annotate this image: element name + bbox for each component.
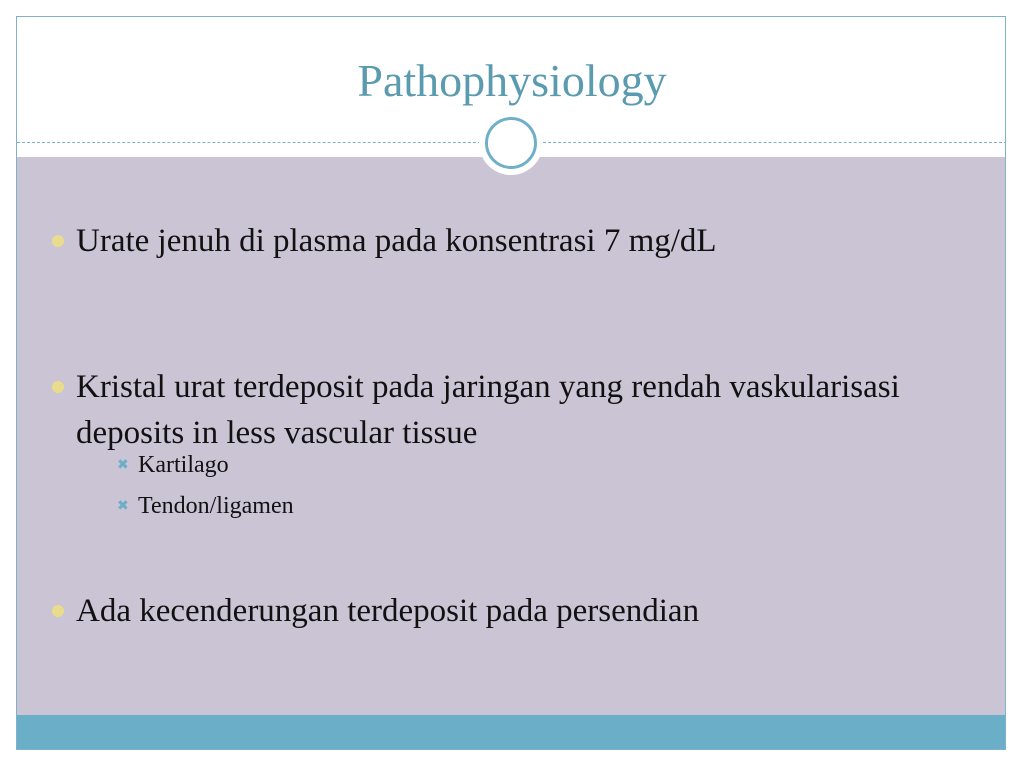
cross-mark-icon: ✖ [117, 457, 129, 473]
ring-icon [485, 117, 537, 169]
bullet-item [76, 218, 956, 264]
bullet-text: Kristal urat terdeposit pada jaringan yang rendah vaskularisasi deposits in less vascular tissue [76, 369, 900, 451]
sub-bullet-item [117, 491, 294, 521]
bullet-dot-icon [52, 605, 64, 617]
cross-mark-icon: ✖ [117, 498, 129, 514]
sub-bullet-item [117, 450, 229, 480]
footer-bar [17, 715, 1006, 750]
bullet-dot-icon [52, 381, 64, 393]
bullet-item [76, 588, 956, 634]
bullet-dot-icon [52, 235, 64, 247]
bullet-item [76, 364, 956, 456]
sub-bullet-text: Kartilago [138, 452, 229, 478]
sub-bullet-text: Tendon/ligamen [138, 493, 294, 519]
bullet-text: Ada kecenderungan terdeposit pada persendian [76, 593, 700, 629]
slide-title: Pathophysiology [357, 55, 667, 106]
bullet-text: Urate jenuh di plasma pada konsentrasi 7 mg/dL [76, 223, 717, 259]
